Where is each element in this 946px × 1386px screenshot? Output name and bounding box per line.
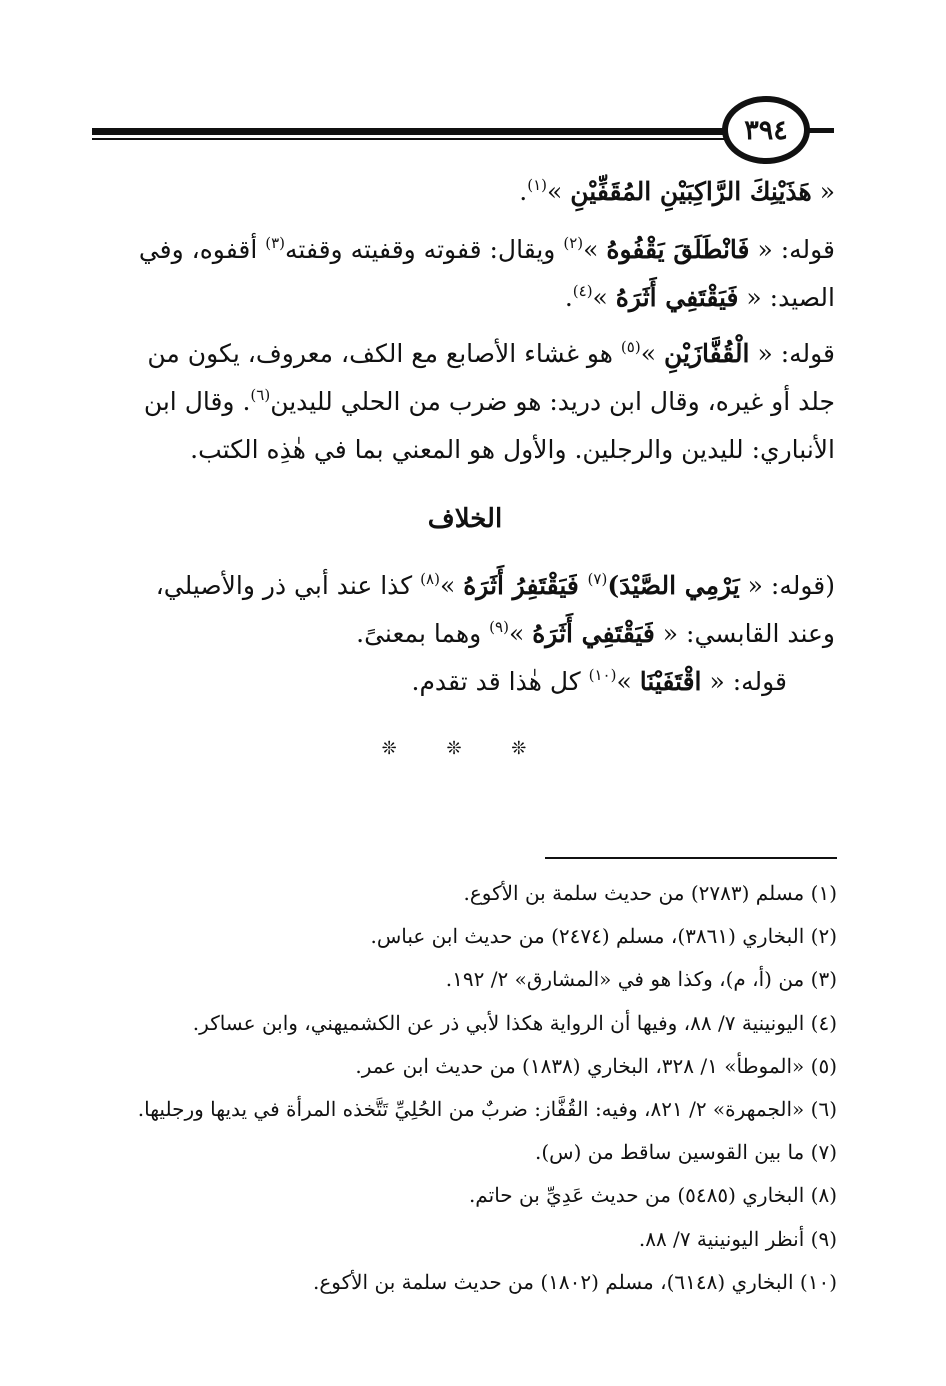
footnote: (٣) من (أ، م)، وكذا هو في «المشارق» ٢/ ١٩٢. bbox=[445, 967, 837, 992]
section-heading: الخلاف bbox=[427, 504, 503, 534]
quoted-phrase: يَرْمِي الصَّيْدَ) bbox=[607, 571, 740, 600]
text-line: جلد أو غيره، وقال ابن دريد: هو ضرب من الحلي لليدين$^{(٦)}$. وقال ابن bbox=[143, 386, 835, 416]
paragraph-1 bbox=[95, 168, 835, 216]
footnote-ref: (٣) bbox=[265, 234, 285, 252]
quoted-phrase: فَيَقْتَفِرُ أَثَرَهُ bbox=[463, 571, 588, 600]
quoted-phrase: هَذَيْنِكَ الرَّاكِبَيْنِ المُقَفِّيْنِ bbox=[570, 177, 812, 206]
text-line: الصيد: « فَيَقْتَفِي أَثَرَهُ »$^{(٤)}$. bbox=[564, 282, 835, 312]
footnote: (١) مسلم (٢٧٨٣) من حديث سلمة بن الأكوع. bbox=[463, 881, 837, 905]
footnote: (٢) البخاري (٣٨٦١)، مسلم (٢٤٧٤) من حديث ابن عباس. bbox=[370, 924, 837, 949]
quoted-phrase: فَيَقْتَفِي أَثَرَهُ bbox=[615, 283, 739, 312]
text-line: قوله: « الْقُفَّازَيْنِ »$^{(٥)}$ هو غشاء الأصابع مع الكف، معروف، يكون من bbox=[147, 338, 835, 368]
footnote-ref: (١) bbox=[527, 176, 547, 194]
paragraph-2 bbox=[95, 226, 835, 322]
footnote-ref: (٦) bbox=[250, 386, 271, 404]
footnote-ref: (٧) bbox=[587, 570, 608, 588]
paragraph-3 bbox=[95, 330, 835, 474]
quoted-phrase: اقْتَفَيْنَا bbox=[639, 667, 702, 696]
text-line: « هَذَيْنِكَ الرَّاكِبَيْنِ المُقَفِّيْنِ »$^{(١)}$. bbox=[519, 176, 835, 206]
footnotes bbox=[95, 872, 837, 1304]
footnote: (٧) ما بين القوسين ساقط من (س). bbox=[535, 1140, 837, 1165]
footnote-ref: (٢) bbox=[563, 234, 584, 252]
text-line: وعند القابسي: « فَيَقْتَفِي أَثَرَهُ »$^{(٩)}$ وهما بمعنىً. bbox=[356, 618, 835, 648]
footnote: (٥) «الموطأ» ١/ ٣٢٨، البخاري (١٨٣٨) من حديث ابن عمر. bbox=[355, 1053, 837, 1078]
page-number: ٣٩٤ bbox=[722, 96, 810, 164]
text-line: (قوله: « يَرْمِي الصَّيْدَ)$^{(٧)}$ فَيَقْتَفِرُ أَثَرَهُ »$^{(٨)}$ كذا عند أبي ذر والأصيلي، bbox=[155, 570, 835, 600]
text-line: الأنباري: لليدين والرجلين. والأول هو المعني بما في هٰذِه الكتب. bbox=[190, 435, 835, 464]
quoted-phrase: فَيَقْتَفِي أَثَرَهُ bbox=[532, 619, 655, 648]
footnote-ref: (٩) bbox=[489, 618, 509, 636]
text-line: قوله: « فَانْطَلَقَ يَقْفُوهُ »$^{(٢)}$ ويقال: قفوته وقفيته وقفته$^{(٣)}$ أقفوه، وفي bbox=[138, 234, 835, 264]
footnote: (٦) «الجمهرة» ٢/ ٨٢١، وفيه: القُفَّاز: ضربٌ من الحُلِيِّ تَتَّخذه المرأة في يديها ورجليها. bbox=[137, 1096, 837, 1121]
footnote-ref: (٨) bbox=[420, 570, 440, 588]
footnote-ref: (١٠) bbox=[588, 666, 617, 684]
footnote: (١٠) البخاري (٦١٤٨)، مسلم (١٨٠٢) من حديث سلمة بن الأكوع. bbox=[313, 1269, 837, 1294]
quoted-phrase: الْقُفَّازَيْنِ bbox=[663, 339, 750, 368]
quoted-phrase: فَانْطَلَقَ يَقْفُوهُ bbox=[606, 235, 750, 264]
header-rule-end bbox=[806, 128, 834, 133]
text-line: قوله: « اقْتَفَيْنَا »$^{(١٠)}$ كل هٰذا قد تقدم. bbox=[411, 666, 787, 696]
header-rule-thick bbox=[92, 128, 732, 135]
header-rule-thin bbox=[92, 138, 732, 140]
section-ornament: ❊ ❊ ❊ bbox=[381, 738, 549, 759]
footnote-separator bbox=[545, 857, 837, 859]
footnote: (٩) أنظر اليونينية ٧/ ٨٨. bbox=[638, 1226, 837, 1251]
paragraph-4 bbox=[95, 562, 835, 706]
footnote: (٨) البخاري (٥٤٨٥) من حديث عَدِيِّ بن حاتم. bbox=[468, 1183, 837, 1208]
footnote-ref: (٥) bbox=[620, 338, 641, 356]
footnote: (٤) اليونينية ٧/ ٨٨، وفيها أن الرواية هكذا لأبي ذر عن الكشميهني، وابن عساكر. bbox=[192, 1010, 837, 1035]
footnote-ref: (٤) bbox=[572, 282, 593, 300]
